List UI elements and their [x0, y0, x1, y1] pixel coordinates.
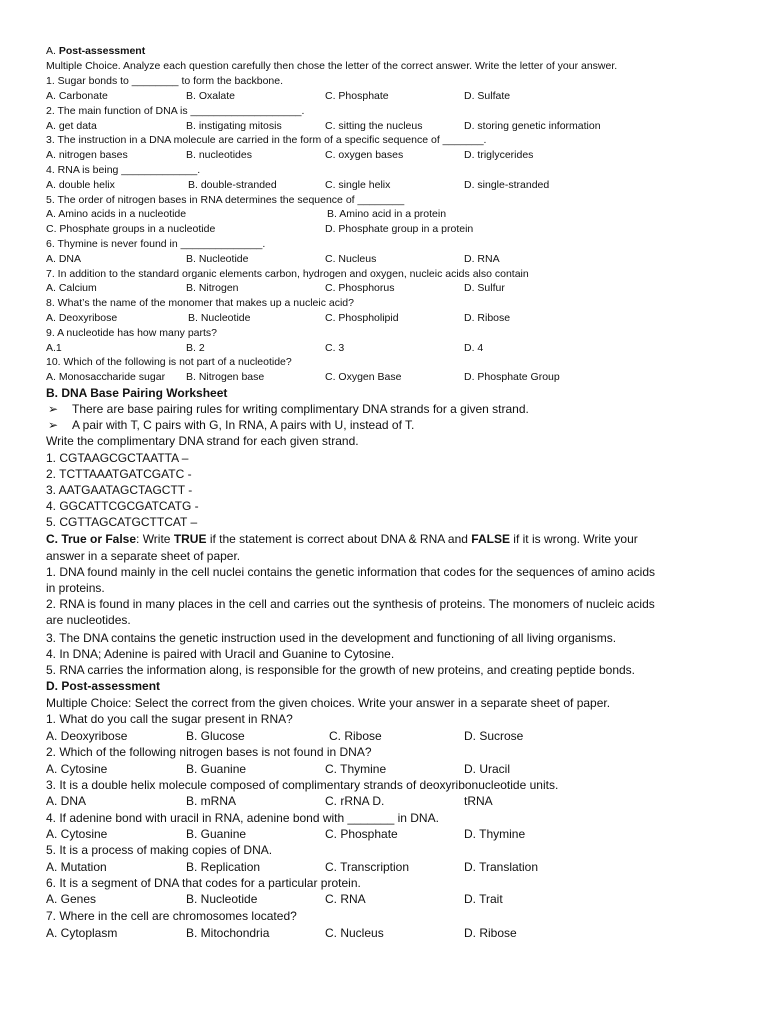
choice-d1-b: B. Glucose [186, 729, 245, 743]
statement-2: 2. RNA is found in many places in the cell and carries out the synthesis of proteins. The monomers of nucleic acids [46, 597, 655, 611]
choice-a4-a: A. double helix [46, 179, 115, 191]
choice-d2-a: A. Cytosine [46, 762, 108, 776]
choice-d5-b: B. Replication [186, 860, 261, 874]
choice-d6-c: C. RNA [325, 892, 366, 906]
arrow-bullet-icon: ➢ [48, 402, 59, 416]
choice-d4-d: D. Thymine [464, 827, 526, 841]
choice-a8-c: C. Phospholipid [325, 312, 399, 324]
statement-1-cont: in proteins. [46, 581, 105, 595]
part-a-instructions: Multiple Choice. Analyze each question carefully then chose the letter of the correct answer. Write the letter of your answer. [46, 60, 618, 72]
choice-a4-d: D. single-stranded [464, 179, 550, 191]
statement-3: 3. The DNA contains the genetic instruction used in the development and functioning of all living organisms. [46, 631, 617, 645]
true-keyword: TRUE [173, 532, 207, 546]
choice-a10-b: B. Nitrogen base [186, 371, 265, 383]
choice-a6-b: B. Nucleotide [186, 253, 249, 265]
choice-d6-a: A. Genes [46, 892, 97, 906]
question-d3: 3. It is a double helix molecule composed of complimentary strands of deoxyribonucleotide units. [46, 778, 559, 792]
choice-a4-c: C. single helix [325, 179, 391, 191]
question-a5: 5. The order of nitrogen bases in RNA determines the sequence of ________ [46, 194, 405, 206]
question-a7: 7. In addition to the standard organic elements carbon, hydrogen and oxygen, nucleic acids also contain [46, 268, 529, 280]
choice-a1-d: D. Sulfate [464, 90, 511, 102]
choice-a1-c: C. Phosphate [325, 90, 389, 102]
choice-a6-d: D. RNA [464, 253, 500, 265]
choice-a8-d: D. Ribose [464, 312, 511, 324]
choice-a2-a: A. get data [46, 120, 97, 132]
choice-d5-d: D. Translation [464, 860, 539, 874]
question-a3: 3. The instruction in a DNA molecule are carried in the form of a specific sequence of _______. [46, 134, 487, 146]
choice-d6-d: D. Trait [464, 892, 503, 906]
strand-4: 4. GGCATTCGCGATCATG - [46, 499, 199, 513]
choice-a3-b: B. nucleotides [186, 149, 252, 161]
part-b-rule-1: There are base pairing rules for writing complimentary DNA strands for a given strand. [72, 402, 529, 416]
choice-a8-a: A. Deoxyribose [46, 312, 118, 324]
choice-d4-b: B. Guanine [186, 827, 247, 841]
question-a6: 6. Thymine is never found in ______________. [46, 238, 266, 250]
choice-a2-b: B. instigating mitosis [186, 120, 282, 132]
question-d4: 4. If adenine bond with uracil in RNA, adenine bond with _______ in DNA. [46, 811, 439, 825]
choice-a9-a: A.1 [46, 342, 62, 354]
choice-a2-d: D. storing genetic information [464, 120, 601, 132]
choice-d2-c: C. Thymine [325, 762, 387, 776]
strand-3: 3. AATGAATAGCTAGCTT - [46, 483, 193, 497]
statement-5: 5. RNA carries the information along, is responsible for the growth of new proteins, and creating peptide bonds. [46, 663, 636, 677]
choice-a9-d: D. 4 [464, 342, 484, 354]
choice-a5-c: C. Phosphate groups in a nucleotide [46, 223, 216, 235]
question-d2: 2. Which of the following nitrogen bases is not found in DNA? [46, 745, 372, 759]
choice-a7-c: C. Phosphorus [325, 282, 395, 294]
question-a10: 10. Which of the following is not part of a nucleotide? [46, 356, 292, 368]
question-d5: 5. It is a process of making copies of DNA. [46, 843, 273, 857]
part-c-title: C. True or False [46, 532, 137, 546]
choice-a5-a: A. Amino acids in a nucleotide [46, 208, 187, 220]
part-b-instructions: Write the complimentary DNA strand for each given strand. [46, 434, 359, 448]
choice-d4-c: C. Phosphate [325, 827, 398, 841]
choice-d1-d: D. Sucrose [464, 729, 524, 743]
choice-a10-a: A. Monosaccharide sugar [46, 371, 166, 383]
choice-a3-c: C. oxygen bases [325, 149, 404, 161]
part-b-heading: B. DNA Base Pairing Worksheet [46, 386, 228, 400]
choice-a1-b: B. Oxalate [186, 90, 236, 102]
part-d-heading: D. Post-assessment [46, 679, 161, 693]
choice-a7-a: A. Calcium [46, 282, 97, 294]
question-d1: 1. What do you call the sugar present in RNA? [46, 712, 293, 726]
question-d6: 6. It is a segment of DNA that codes for a particular protein. [46, 876, 361, 890]
choice-d7-a: A. Cytoplasm [46, 926, 118, 940]
arrow-bullet-icon: ➢ [48, 418, 59, 432]
choice-d2-b: B. Guanine [186, 762, 247, 776]
choice-a3-d: D. triglycerides [464, 149, 534, 161]
strand-5: 5. CGTTAGCATGCTTCAT – [46, 515, 198, 529]
statement-1: 1. DNA found mainly in the cell nuclei contains the genetic information that codes for the sequences of amino acids [46, 565, 656, 579]
choice-a6-c: C. Nucleus [325, 253, 377, 265]
choice-a7-b: B. Nitrogen [186, 282, 239, 294]
choice-a4-b: B. double-stranded [188, 179, 277, 191]
choice-a7-d: D. Sulfur [464, 282, 505, 294]
part-d-instructions: Multiple Choice: Select the correct from the given choices. Write your answer in a separate sheet of paper. [46, 696, 611, 710]
question-a4: 4. RNA is being _____________. [46, 164, 201, 176]
choice-a2-c: C. sitting the nucleus [325, 120, 423, 132]
question-a9: 9. A nucleotide has how many parts? [46, 327, 218, 339]
part-a-title: Post-assessment [58, 45, 146, 57]
question-a8: 8. What’s the name of the monomer that makes up a nucleic acid? [46, 297, 354, 309]
choice-d4-a: A. Cytosine [46, 827, 108, 841]
choice-a10-d: D. Phosphate Group [464, 371, 560, 383]
choice-d2-d: D. Uracil [464, 762, 511, 776]
choice-d3-b: B. mRNA [186, 794, 237, 808]
choice-d1-c: C. Ribose [329, 729, 382, 743]
choice-a9-c: C. 3 [325, 342, 345, 354]
strand-1: 1. CGTAAGCGCTAATTA – [46, 451, 189, 465]
choice-a10-c: C. Oxygen Base [325, 371, 402, 383]
choice-d7-c: C. Nucleus [325, 926, 384, 940]
choice-d5-a: A. Mutation [46, 860, 107, 874]
choice-d6-b: B. Nucleotide [186, 892, 258, 906]
false-keyword: FALSE [471, 532, 510, 546]
choice-a6-a: A. DNA [46, 253, 82, 265]
part-c-heading: C. True or False: Write TRUE if the statement is correct about DNA & RNA and FALSE if it is wrong. Write your [46, 532, 638, 546]
choice-d1-a: A. Deoxyribose [46, 729, 128, 743]
strand-2: 2. TCTTAAATGATCGATC - [46, 467, 192, 481]
question-a1: 1. Sugar bonds to ________ to form the backbone. [46, 75, 284, 87]
choice-a5-d: D. Phosphate group in a protein [325, 223, 474, 235]
choice-a9-b: B. 2 [186, 342, 205, 354]
choice-d7-b: B. Mitochondria [186, 926, 270, 940]
choice-a8-b: B. Nucleotide [188, 312, 251, 324]
choice-d5-c: C. Transcription [325, 860, 410, 874]
choice-a5-b: B. Amino acid in a protein [327, 208, 447, 220]
choice-d3-a: A. DNA [46, 794, 87, 808]
choice-a1-a: A. Carbonate [46, 90, 108, 102]
choice-d7-d: D. Ribose [464, 926, 517, 940]
part-a-heading: A. Post-assessment [46, 45, 146, 57]
part-c-instructions-line2: answer in a separate sheet of paper. [46, 549, 241, 563]
question-d7: 7. Where in the cell are chromosomes located? [46, 909, 297, 923]
part-b-rule-2: A pair with T, C pairs with G, In RNA, A pairs with U, instead of T. [72, 418, 415, 432]
statement-4: 4. In DNA; Adenine is paired with Uracil and Guanine to Cytosine. [46, 647, 395, 661]
choice-a3-a: A. nitrogen bases [46, 149, 128, 161]
question-a2: 2. The main function of DNA is ___________________. [46, 105, 305, 117]
statement-2-cont: are nucleotides. [46, 613, 131, 627]
choice-d3-c: C. rRNA D. [325, 794, 385, 808]
choice-d3-d: tRNA [464, 794, 493, 808]
